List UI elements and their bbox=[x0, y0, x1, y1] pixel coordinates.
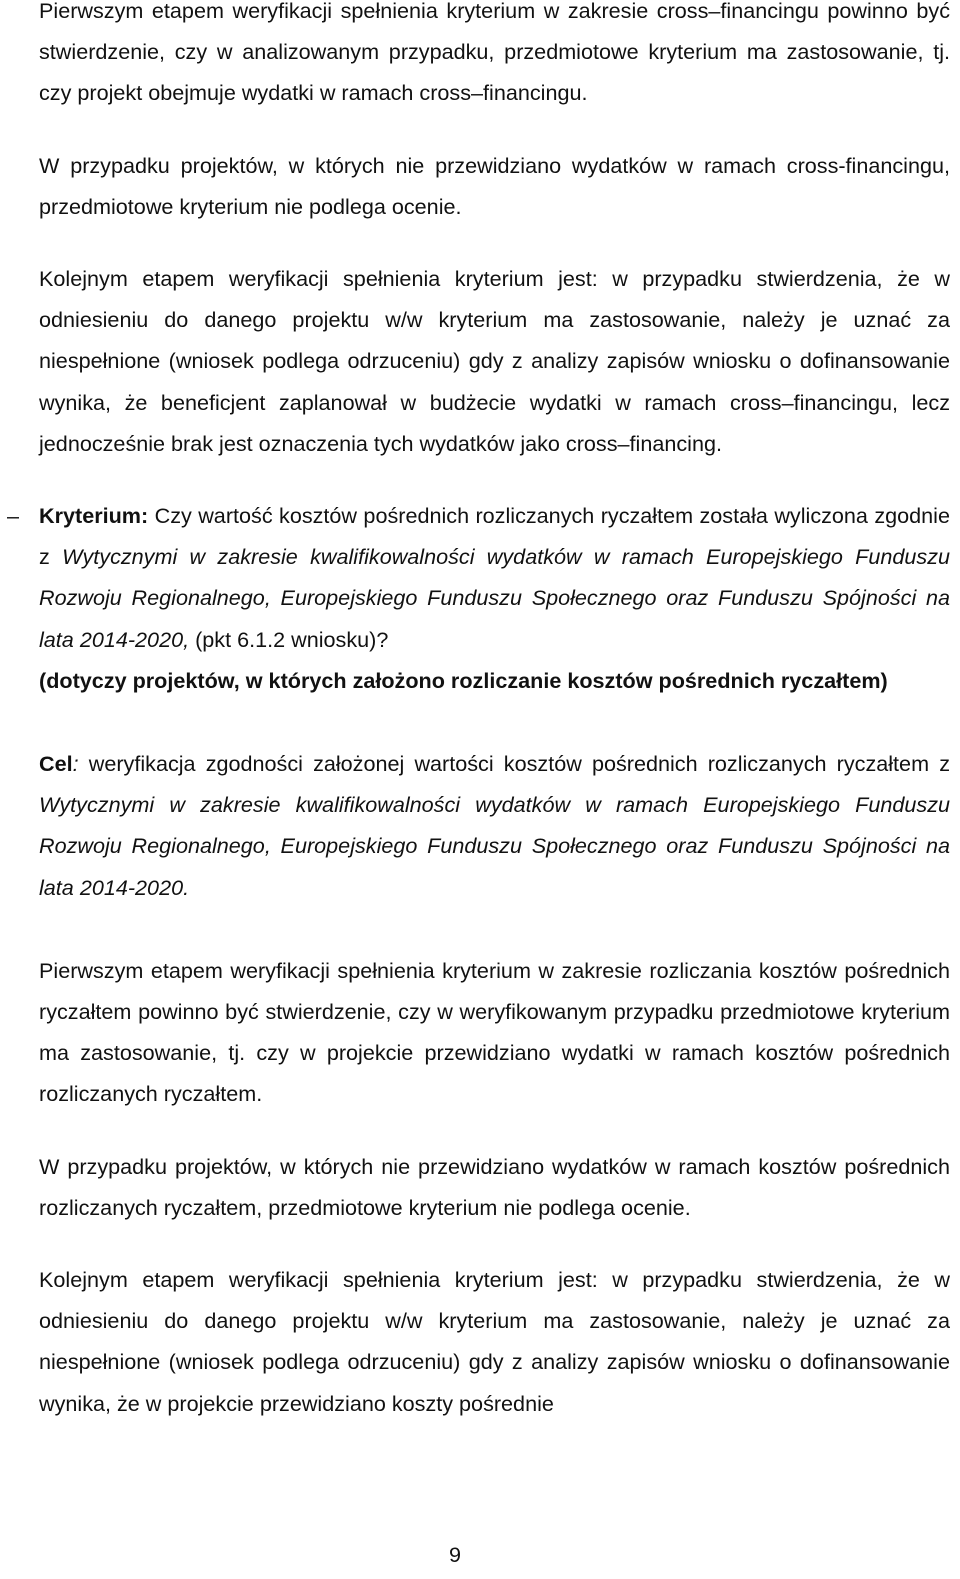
criterion-section-reference: (pkt 6.1.2 wniosku)? bbox=[189, 626, 389, 652]
criterion-label: Kryterium: bbox=[39, 503, 149, 529]
criterion-guidelines-reference: Wytycznymi w zakresie kwalifikowalności wydatków w ramach Europejskiego Funduszu Rozwoju Regionalnego, Europejskiego Funduszu Społecznego oraz Funduszu Spójności na lata 2014-2020, bbox=[39, 544, 951, 652]
goal-guidelines-reference: Wytycznymi w zakresie kwalifikowalności wydatków w ramach Europejskiego Funduszu Rozwoju Regionalnego, Europejskiego Funduszu Społecznego oraz Funduszu Spójności na lata 2014-2020. bbox=[39, 792, 950, 900]
goal-label: Cel bbox=[39, 751, 73, 777]
paragraph-indirect-costs-first-step: Pierwszym etapem weryfikacji spełnienia kryterium w zakresie rozliczania kosztów pośrednich ryczałtem powinno być stwierdzenie, czy w weryfikowanym przypadku przedmiotowe kryterium ma zastosowanie, tj. czy w projekcie przewidziano wydatki w ramach kosztów pośrednich rozliczanych ryczałtem. bbox=[39, 957, 950, 1107]
goal-paragraph bbox=[39, 743, 950, 908]
paragraph-cross-financing-first-step: Pierwszym etapem weryfikacji spełnienia kryterium w zakresie cross–financingu powinno być stwierdzenie, czy w analizowanym przypadku, przedmiotowe kryterium ma zastosowanie, tj. czy projekt obejmuje wydatki w ramach cross–financingu. bbox=[39, 0, 950, 106]
goal-colon: : bbox=[72, 751, 79, 777]
paragraph-cross-financing-not-applicable: W przypadku projektów, w których nie przewidziano wydatków w ramach cross-financingu, przedmiotowe kryterium nie podlega ocenie. bbox=[39, 152, 950, 219]
criterion-applicability-note: (dotyczy projektów, w których założono rozliczanie kosztów pośrednich ryczałtem) bbox=[39, 667, 888, 693]
criterion-block bbox=[7, 495, 951, 701]
criterion-question bbox=[39, 495, 950, 660]
paragraph-indirect-costs-not-applicable: W przypadku projektów, w których nie przewidziano wydatków w ramach kosztów pośrednich rozliczanych ryczałtem, przedmiotowe kryterium nie podlega ocenie. bbox=[39, 1153, 950, 1220]
page-number: 9 bbox=[448, 1542, 461, 1567]
list-dash: – bbox=[7, 503, 20, 529]
document-page bbox=[7, 0, 951, 1424]
paragraph-cross-financing-next-step: Kolejnym etapem weryfikacji spełnienia kryterium jest: w przypadku stwierdzenia, że w odniesieniu do danego projektu w/w kryterium ma zastosowanie, należy je uznać za niespełnione (wniosek podlega odrzuceniu) gdy z analizy zapisów wniosku o dofinansowanie wynika, że beneficjent zaplanował w budżecie wydatki w ramach cross–financingu, lecz jednocześnie brak jest oznaczenia tych wydatków jako cross–financing. bbox=[39, 266, 950, 456]
criterion-text: Czy wartość kosztów pośrednich rozliczanych ryczałtem została wyliczona zgodnie z bbox=[39, 503, 950, 570]
paragraph-indirect-costs-next-step: Kolejnym etapem weryfikacji spełnienia kryterium jest: w przypadku stwierdzenia, że w odniesieniu do danego projektu w/w kryterium ma zastosowanie, należy je uznać za niespełnione (wniosek podlega odrzuceniu) gdy z analizy zapisów wniosku o dofinansowanie wynika, że w projekcie przewidziano koszty pośrednie bbox=[39, 1267, 950, 1416]
goal-text: weryfikacja zgodności założonej wartości kosztów pośrednich rozliczanych ryczałtem z bbox=[78, 751, 950, 777]
